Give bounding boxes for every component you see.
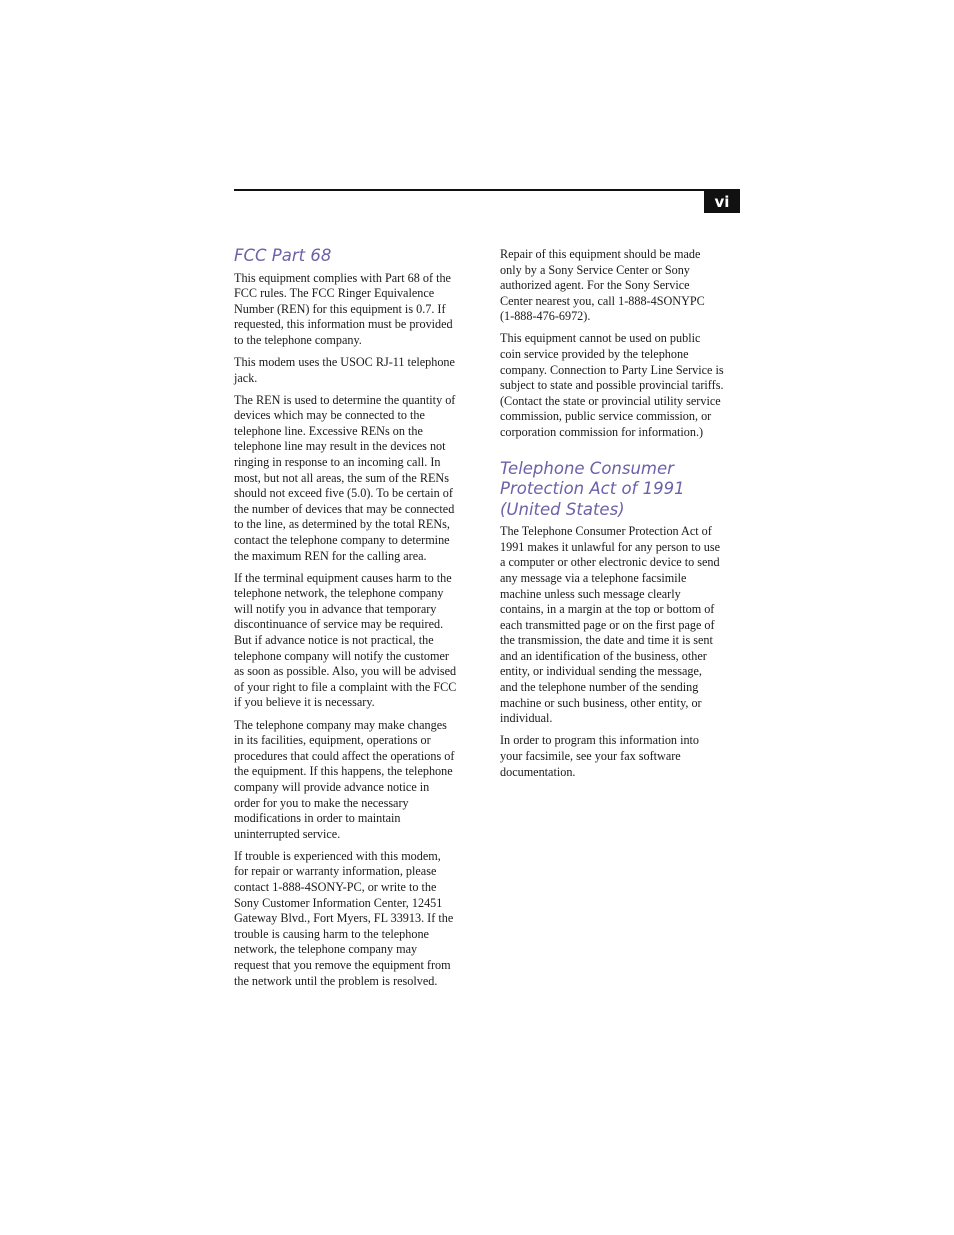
paragraph: This equipment cannot be used on public coin service provided by the telephone company. Connection to Party Line Service is subject to state and possible provincial tariffs. (Contact the state or provincial utility service commission, public service commission, or corporation commission for information.) [500, 331, 724, 440]
page-number: vi [704, 191, 740, 213]
paragraph: If the terminal equipment causes harm to the telephone network, the telephone company will notify you in advance that temporary discontinuance of service may be required. But if advance notice is not practical, the telephone company will notify the customer as soon as possible. Also, you will be advised of your right to file a complaint with the FCC if you believe it is necessary. [234, 570, 457, 710]
paragraph: The REN is used to determine the quantity of devices which may be connected to the telephone line. Excessive RENs on the telephone line may result in the devices not ringing in response to an incoming call. In most, but not all areas, the sum of the RENs should not exceed five (5.0). To be certain of the number of devices that may be connected to the line, as determined by the total RENs, contact the telephone company to determine the maximum REN for the calling area. [234, 392, 456, 563]
section-heading-fcc-part-68: FCC Part 68 [234, 246, 332, 265]
paragraph: The Telephone Consumer Protection Act of 1991 makes it unlawful for any person to use a computer or other electronic device to send any message via a telephone facsimile machine unless such message clearly contains, in a margin at the top or bottom of each transmitted page or on the first page of the transmission, the date and time it is sent and an identification of the business, other entity, or individual sending the message, and the telephone number of the sending machine or such business, other entity, or individual. [500, 524, 721, 726]
header-rule [234, 189, 740, 191]
left-column [234, 246, 472, 996]
section-heading-tcpa: Telephone Consumer Protection Act of 1991 (United States) [500, 458, 685, 519]
paragraph: This equipment complies with Part 68 of the FCC rules. The FCC Ringer Equivalence Number (REN) for this equipment is 0.7. If requested, this information must be provided to the telephone company. [234, 270, 453, 347]
right-column [500, 247, 738, 787]
paragraph: This modem uses the USOC RJ-11 telephone jack. [234, 354, 455, 385]
paragraph: In order to program this information into your facsimile, see your fax software documentation. [500, 733, 700, 779]
paragraph: The telephone company may make changes in its facilities, equipment, operations or procedures that could affect the operations of the equipment. If this happens, the telephone company will provide advance notice in order for you to make the necessary modifications in order to maintain uninterrupted service. [234, 717, 455, 841]
paragraph: Repair of this equipment should be made only by a Sony Service Center or Sony authorized agent. For the Sony Service Center nearest you, call 1-888-4SONYPC (1-888-476-6972). [500, 247, 705, 324]
paragraph: If trouble is experienced with this modem, for repair or warranty information, please contact 1-888-4SONY-PC, or write to the Sony Customer Information Center, 12451 Gateway Blvd., Fort Myers, FL 33913. If the trouble is causing harm to the telephone network, the telephone company may request that you remove the equipment from the network until the problem is resolved. [234, 848, 454, 988]
